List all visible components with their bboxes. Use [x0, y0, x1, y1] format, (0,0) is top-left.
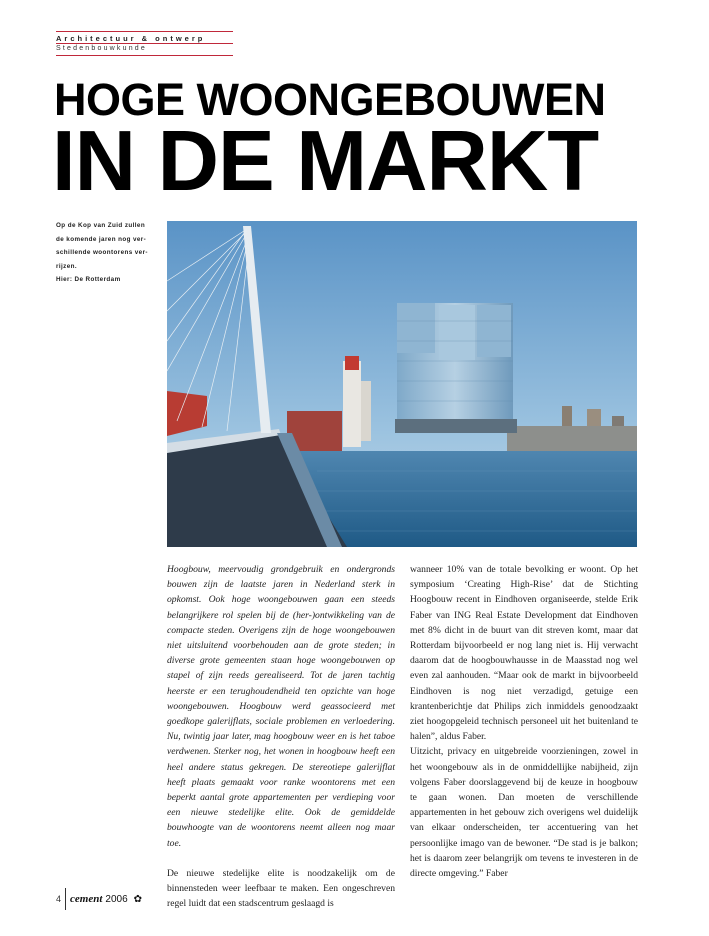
article-title-line2: IN DE MARKT — [52, 114, 599, 209]
header-rule-middle — [56, 43, 233, 44]
rotterdam-skyline-photo — [167, 221, 637, 547]
article-title-line1: HOGE WOONGEBOUWEN — [54, 74, 606, 125]
article-column-1 — [167, 562, 395, 911]
caption-line: Op de Kop van Zuid zullen — [56, 222, 146, 229]
page-footer — [56, 888, 142, 910]
article-column-2 — [410, 562, 638, 881]
section-label: Architectuur & ontwerp — [56, 34, 206, 43]
caption-line: de komende jaren nog ver- — [56, 235, 147, 243]
magazine-year: 2006 — [105, 893, 128, 905]
article-paragraph: De nieuwe stedelijke elite is noodzakelijk om de binnensteden weer leefbaar te maken. Een ongeschreven regel luidt dat een stadscentrum geslaagd is — [167, 867, 395, 910]
footer-divider — [65, 888, 66, 910]
flower-icon: ✿ — [133, 893, 143, 905]
article-lead: Hoogbouw, meervoudig grondgebruik en ondergronds bouwen zijn de laatste jaren in Nederland sterk in opkomst. Ook hoge woongebouwen gaan een steeds belangrijkere rol spelen bij de (her-)ontwikkeling van de compacte steden. Overigens zijn de hoge woongebouwen niet uitsluitend voorbehouden aan de grote steden; in diverse grote gemeenten staan hoge woongebouwen op stapel of zijn reeds gerealiseerd. Tot de jaren tachtig heerste er een terughoudendheid ten opzichte van hoge woongebouwen. Hoogbouw werd geassocieerd met goedkope galerijflats, sociale problemen en verloedering. Nu, twintig jaar later, mag hoogbouw weer en is het taboe verdwenen. Sterker nog, het wonen in hoogbouw heeft een heel andere status gekregen. De stereotiepe galerijflat heeft plaats gemaakt voor ranke woontorens met een beperkt aantal grote appartementen per verdieping voor een nieuwe stedelijke elite. Ook de gemiddelde bouwhoogte van de woontorens neemt alleen nog maar toe. — [167, 564, 395, 849]
article-paragraph: wanneer 10% van de totale bevolking er woont. Op het symposium ‘Creating High-Rise’ dat de Stichting Hoogbouw recent in Eindhoven organiseerde, stelde Erik Faber van ING Real Estate Development dat Eindhoven met 8% dicht in de buurt van dit streven komt, maar dat Rotterdam bijvoorbeeld er nog lang niet is. Hij verwacht daarom dat de hoogbouwhausse in de Maasstad nog wel even zal aanhouden. “Maar ook de markt in bijvoorbeeld Eindhoven is nog niet verzadigd, getuige een krantenberichtje dat Philips zich inmiddels genoodzaakt ziet hoogopgeleid technisch personeel uit het buitenland te halen”, aldus Faber. — [410, 564, 638, 743]
caption-line: schillende woontorens ver- — [56, 249, 148, 256]
page-number: 4 — [56, 894, 62, 904]
photo-caption — [56, 219, 156, 287]
caption-line: rijzen. — [56, 262, 77, 270]
article-paragraph: Uitzicht, privacy en uitgebreide voorzieningen, zowel in het woongebouw als in de onmiddellijke nabijheid, zijn volgens Faber doorslaggevend bij de keuze in hoogbouw te gaan wonen. Dan moeten de verschillende appartementen in het gebouw zich overigens wel duidelijk van elkaar onderscheiden, ter accentuering van het persoonlijke imago van de bewoner. “De stad is je balkon; het is daarom zeer belangrijk om tevens te investeren in de directe omgeving.” Faber — [410, 746, 638, 880]
header-rule-top — [56, 31, 233, 32]
caption-line: Hier: De Rotterdam — [56, 276, 121, 283]
magazine-name: cement — [70, 893, 103, 905]
header-rule-bottom — [56, 55, 233, 56]
subsection-label: Stedenbouwkunde — [56, 45, 147, 52]
